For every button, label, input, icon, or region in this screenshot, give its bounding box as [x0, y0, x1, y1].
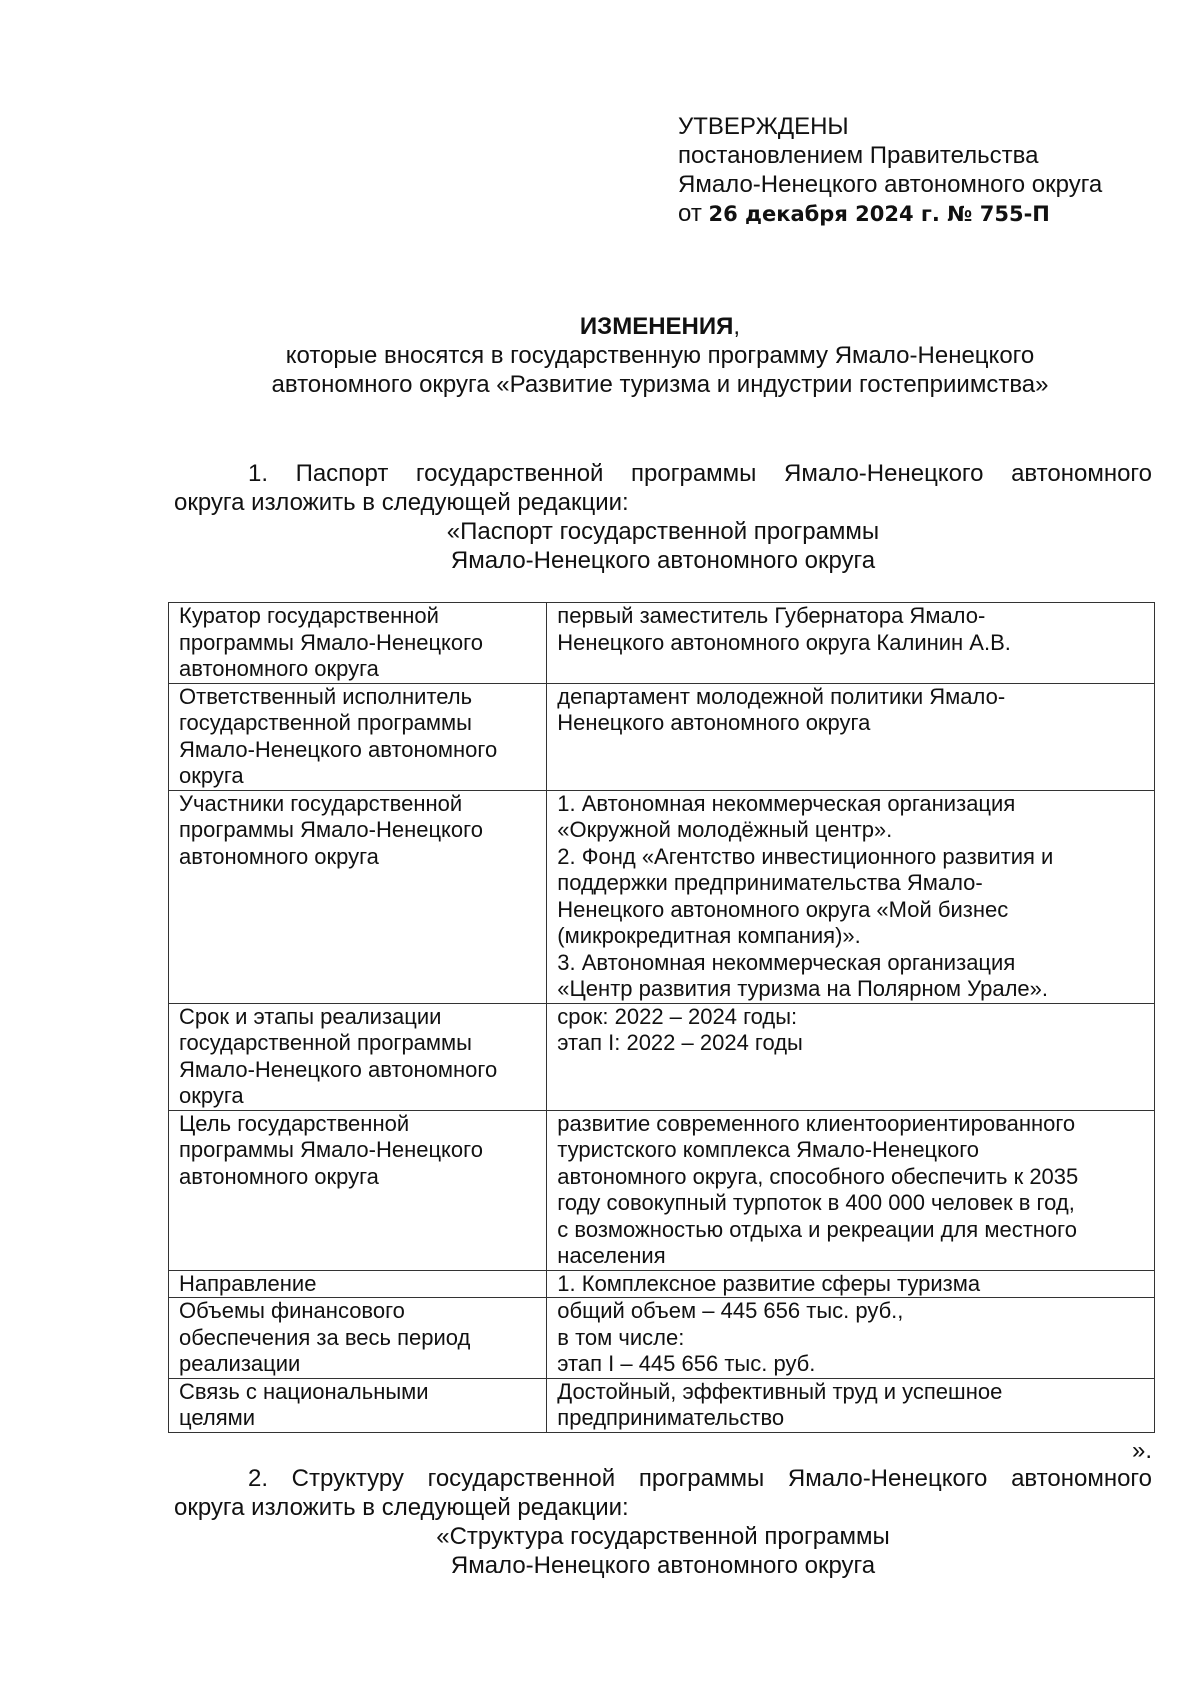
approval-date-prefix: от — [678, 200, 709, 227]
passport-row-value — [547, 683, 1155, 790]
label-line: программы Ямало-Ненецкого — [179, 817, 483, 842]
passport-row-label — [169, 1270, 547, 1298]
table-row — [169, 603, 1155, 684]
value-line: 2. Фонд «Агентство инвестиционного развития и — [557, 843, 1054, 869]
section-2-heading-2: Ямало-Ненецкого автономного округа — [450, 1552, 876, 1579]
value-line: общий объем – 445 656 тыс. руб., — [557, 1298, 904, 1323]
passport-row-label — [169, 1110, 547, 1270]
label-line: реализации — [179, 1351, 301, 1376]
label-line: автономного округа — [179, 843, 379, 869]
value-line: 1. Автономная некоммерческая организация — [557, 790, 1016, 816]
approval-heading: УТВЕРЖДЕНЫ — [678, 113, 849, 140]
label-line: Ямало-Ненецкого автономного — [179, 1056, 498, 1082]
label-line: округа — [179, 1083, 244, 1108]
passport-table — [168, 602, 1155, 1433]
passport-row-value — [547, 790, 1155, 1003]
label-line: Объемы финансового — [179, 1298, 405, 1323]
table-row — [169, 1298, 1155, 1379]
passport-row-value — [547, 1298, 1155, 1379]
label-line: Срок и этапы реализации — [179, 1003, 442, 1029]
approval-line-2: Ямало-Ненецкого автономного округа — [678, 171, 1103, 198]
label-line: Ямало-Ненецкого автономного — [179, 736, 498, 762]
document-subtitle-line-2: автономного округа «Развитие туризма и индустрии гостеприимства» — [271, 371, 1049, 398]
passport-row-label — [169, 683, 547, 790]
document-subtitle-line-1: которые вносятся в государственную программу Ямало-Ненецкого — [285, 342, 1035, 369]
approval-stamp — [678, 112, 1158, 229]
closing-quote: ». — [1131, 1437, 1152, 1464]
section-1-line-2: округа изложить в следующей редакции: — [174, 489, 629, 516]
label-line: Цель государственной — [179, 1110, 410, 1136]
value-line: «Центр развития туризма на Полярном Урале». — [557, 976, 1048, 1001]
table-row — [169, 1378, 1155, 1432]
value-line: туристского комплекса Ямало-Ненецкого — [557, 1137, 980, 1162]
table-row — [169, 1003, 1155, 1110]
label-line: программы Ямало-Ненецкого — [179, 1137, 483, 1162]
passport-row-label — [169, 1298, 547, 1379]
value-line: срок: 2022 – 2024 годы: — [557, 1003, 798, 1029]
section-2-line-2: округа изложить в следующей редакции: — [174, 1494, 629, 1521]
section-2-line-1: 2. Структуру государственной программы Ямало-Ненецкого автономного — [248, 1465, 1152, 1492]
section-2-heading-1: «Структура государственной программы — [436, 1523, 890, 1550]
value-line: первый заместитель Губернатора Ямало- — [557, 603, 986, 628]
table-row — [169, 1110, 1155, 1270]
approval-line-1: постановлением Правительства — [678, 142, 1039, 169]
document-title-suffix: , — [733, 313, 741, 340]
label-line: Направление — [179, 1270, 317, 1296]
passport-row-value — [547, 1110, 1155, 1270]
value-line: Ненецкого автономного округа «Мой бизнес — [557, 896, 1009, 922]
label-line: государственной программы — [179, 710, 472, 735]
label-line: Связь с национальными — [179, 1378, 429, 1404]
section-1 — [174, 459, 1152, 575]
passport-table-body — [169, 603, 1155, 1433]
value-line: с возможностью отдыха и рекреации для местного — [557, 1216, 1077, 1242]
value-line: 3. Автономная некоммерческая организация — [557, 949, 1016, 975]
passport-row-label — [169, 790, 547, 1003]
value-line: развитие современного клиентоориентированного — [557, 1110, 1076, 1136]
document-title-block — [160, 312, 1160, 399]
passport-row-value — [547, 603, 1155, 684]
value-line: населения — [557, 1243, 666, 1268]
value-line: «Окружной молодёжный центр». — [557, 817, 893, 842]
value-line: (микрокредитная компания)». — [557, 923, 861, 948]
approval-date-line — [678, 199, 1158, 229]
value-line: в том числе: — [557, 1324, 685, 1350]
approval-date-value: 26 декабря 2024 г. № 755-П — [708, 202, 1050, 226]
value-line: этап I – 445 656 тыс. руб. — [557, 1351, 816, 1376]
label-line: обеспечения за весь период — [179, 1324, 471, 1350]
section-1-heading-2: Ямало-Ненецкого автономного округа — [450, 547, 876, 574]
section-1-line-1: 1. Паспорт государственной программы Ямало-Ненецкого автономного — [248, 460, 1152, 487]
label-line: автономного округа — [179, 656, 379, 681]
value-line: поддержки предпринимательства Ямало- — [557, 870, 983, 895]
value-line: году совокупный турпоток в 400 000 человек в год, — [557, 1190, 1075, 1215]
table-row — [169, 790, 1155, 1003]
value-line: этап I: 2022 – 2024 годы — [557, 1030, 803, 1055]
label-line: Участники государственной — [179, 790, 463, 816]
passport-row-label — [169, 603, 547, 684]
value-line: департамент молодежной политики Ямало- — [557, 683, 1006, 709]
label-line: округа — [179, 763, 244, 788]
section-1-heading-1: «Паспорт государственной программы — [446, 518, 880, 545]
document-title — [160, 312, 1160, 341]
label-line: автономного округа — [179, 1163, 379, 1189]
value-line: Достойный, эффективный труд и успешное — [557, 1378, 1003, 1404]
label-line: Ответственный исполнитель — [179, 683, 473, 709]
label-line: программы Ямало-Ненецкого — [179, 629, 483, 655]
label-line: Куратор государственной — [179, 603, 439, 628]
passport-row-label — [169, 1003, 547, 1110]
value-line: автономного округа, способного обеспечить к 2035 — [557, 1163, 1079, 1189]
table-row — [169, 683, 1155, 790]
value-line: Ненецкого автономного округа — [557, 710, 871, 735]
passport-row-label — [169, 1378, 547, 1432]
document-title-main: ИЗМЕНЕНИЯ — [579, 313, 734, 340]
passport-row-value — [547, 1270, 1155, 1298]
section-2 — [174, 1464, 1152, 1580]
value-line: Ненецкого автономного округа Калинин А.В. — [557, 629, 1011, 655]
value-line: предпринимательство — [557, 1405, 785, 1430]
value-line: 1. Комплексное развитие сферы туризма — [557, 1270, 981, 1296]
label-line: государственной программы — [179, 1030, 472, 1055]
table-row — [169, 1270, 1155, 1298]
passport-row-value — [547, 1378, 1155, 1432]
label-line: целями — [179, 1405, 256, 1430]
passport-row-value — [547, 1003, 1155, 1110]
